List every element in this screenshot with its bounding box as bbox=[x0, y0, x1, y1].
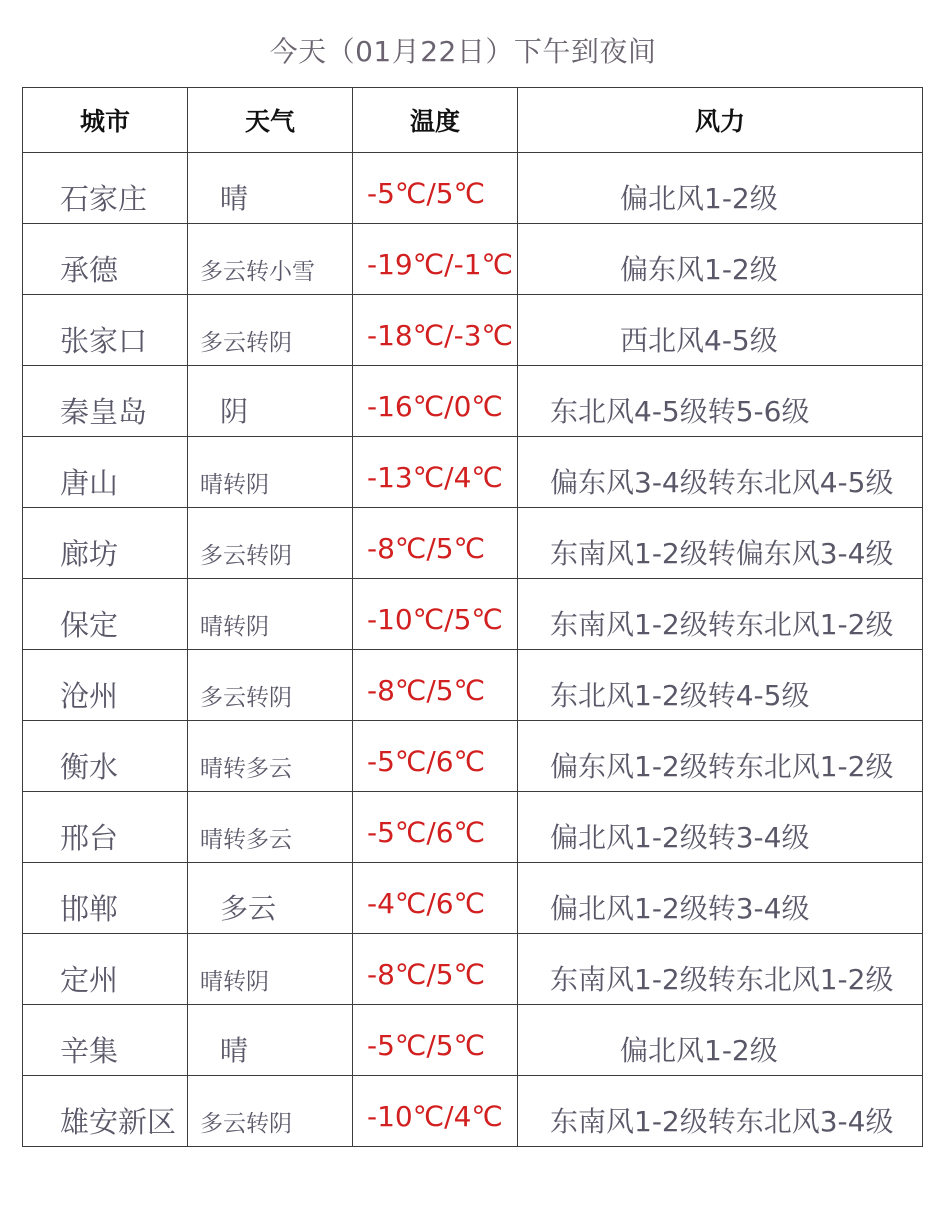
wind-cell: 东南风1-2级转东北风1-2级 bbox=[518, 579, 923, 650]
weather-cell: 晴 bbox=[188, 1005, 353, 1076]
city-cell: 承德 bbox=[23, 224, 188, 295]
city-cell: 邯郸 bbox=[23, 863, 188, 934]
table-row bbox=[23, 366, 923, 437]
weather-cell: 多云转小雪 bbox=[188, 224, 353, 295]
wind-cell: 偏北风1-2级 bbox=[518, 153, 923, 224]
wind-cell: 偏北风1-2级 bbox=[518, 1005, 923, 1076]
weather-cell: 多云转阴 bbox=[188, 1076, 353, 1147]
weather-cell: 多云转阴 bbox=[188, 508, 353, 579]
weather-cell: 晴转多云 bbox=[188, 721, 353, 792]
forecast-table bbox=[22, 87, 923, 1147]
temperature-cell: -8℃/5℃ bbox=[353, 650, 518, 721]
table-row bbox=[23, 295, 923, 366]
weather-cell: 阴 bbox=[188, 366, 353, 437]
temperature-cell: -5℃/5℃ bbox=[353, 1005, 518, 1076]
header-wind: 风力 bbox=[518, 88, 923, 153]
wind-cell: 偏东风1-2级 bbox=[518, 224, 923, 295]
header-temperature: 温度 bbox=[353, 88, 518, 153]
temperature-cell: -19℃/-1℃ bbox=[353, 224, 518, 295]
city-cell: 秦皇岛 bbox=[23, 366, 188, 437]
weather-cell: 晴 bbox=[188, 153, 353, 224]
city-cell: 辛集 bbox=[23, 1005, 188, 1076]
city-cell: 石家庄 bbox=[23, 153, 188, 224]
wind-cell: 东北风4-5级转5-6级 bbox=[518, 366, 923, 437]
city-cell: 保定 bbox=[23, 579, 188, 650]
city-cell: 唐山 bbox=[23, 437, 188, 508]
page-title: 今天（01月22日）下午到夜间 bbox=[269, 35, 657, 68]
temperature-cell: -13℃/4℃ bbox=[353, 437, 518, 508]
city-cell: 张家口 bbox=[23, 295, 188, 366]
city-cell: 廊坊 bbox=[23, 508, 188, 579]
city-cell: 雄安新区 bbox=[23, 1076, 188, 1147]
city-cell: 邢台 bbox=[23, 792, 188, 863]
table-row bbox=[23, 792, 923, 863]
wind-cell: 偏北风1-2级转3-4级 bbox=[518, 863, 923, 934]
wind-cell: 东南风1-2级转偏东风3-4级 bbox=[518, 508, 923, 579]
temperature-cell: -10℃/5℃ bbox=[353, 579, 518, 650]
table-row bbox=[23, 508, 923, 579]
table-row bbox=[23, 437, 923, 508]
temperature-cell: -8℃/5℃ bbox=[353, 508, 518, 579]
header-city: 城市 bbox=[23, 88, 188, 153]
table-header-row bbox=[23, 88, 923, 153]
table-row bbox=[23, 1005, 923, 1076]
wind-cell: 偏东风1-2级转东北风1-2级 bbox=[518, 721, 923, 792]
weather-cell: 晴转阴 bbox=[188, 934, 353, 1005]
wind-cell: 偏东风3-4级转东北风4-5级 bbox=[518, 437, 923, 508]
city-cell: 沧州 bbox=[23, 650, 188, 721]
temperature-cell: -5℃/5℃ bbox=[353, 153, 518, 224]
temperature-cell: -10℃/4℃ bbox=[353, 1076, 518, 1147]
weather-cell: 多云转阴 bbox=[188, 295, 353, 366]
temperature-cell: -8℃/5℃ bbox=[353, 934, 518, 1005]
weather-cell: 晴转阴 bbox=[188, 579, 353, 650]
weather-cell: 晴转阴 bbox=[188, 437, 353, 508]
city-cell: 定州 bbox=[23, 934, 188, 1005]
table-row bbox=[23, 934, 923, 1005]
temperature-cell: -5℃/6℃ bbox=[353, 721, 518, 792]
table-row bbox=[23, 863, 923, 934]
weather-cell: 多云 bbox=[188, 863, 353, 934]
wind-cell: 东南风1-2级转东北风1-2级 bbox=[518, 934, 923, 1005]
weather-cell: 晴转多云 bbox=[188, 792, 353, 863]
temperature-cell: -4℃/6℃ bbox=[353, 863, 518, 934]
table-row bbox=[23, 650, 923, 721]
wind-cell: 东北风1-2级转4-5级 bbox=[518, 650, 923, 721]
table-row bbox=[23, 224, 923, 295]
table-row bbox=[23, 579, 923, 650]
wind-cell: 西北风4-5级 bbox=[518, 295, 923, 366]
header-weather: 天气 bbox=[188, 88, 353, 153]
wind-cell: 东南风1-2级转东北风3-4级 bbox=[518, 1076, 923, 1147]
temperature-cell: -16℃/0℃ bbox=[353, 366, 518, 437]
temperature-cell: -18℃/-3℃ bbox=[353, 295, 518, 366]
table-row bbox=[23, 153, 923, 224]
city-cell: 衡水 bbox=[23, 721, 188, 792]
weather-cell: 多云转阴 bbox=[188, 650, 353, 721]
table-row bbox=[23, 1076, 923, 1147]
temperature-cell: -5℃/6℃ bbox=[353, 792, 518, 863]
table-row bbox=[23, 721, 923, 792]
wind-cell: 偏北风1-2级转3-4级 bbox=[518, 792, 923, 863]
